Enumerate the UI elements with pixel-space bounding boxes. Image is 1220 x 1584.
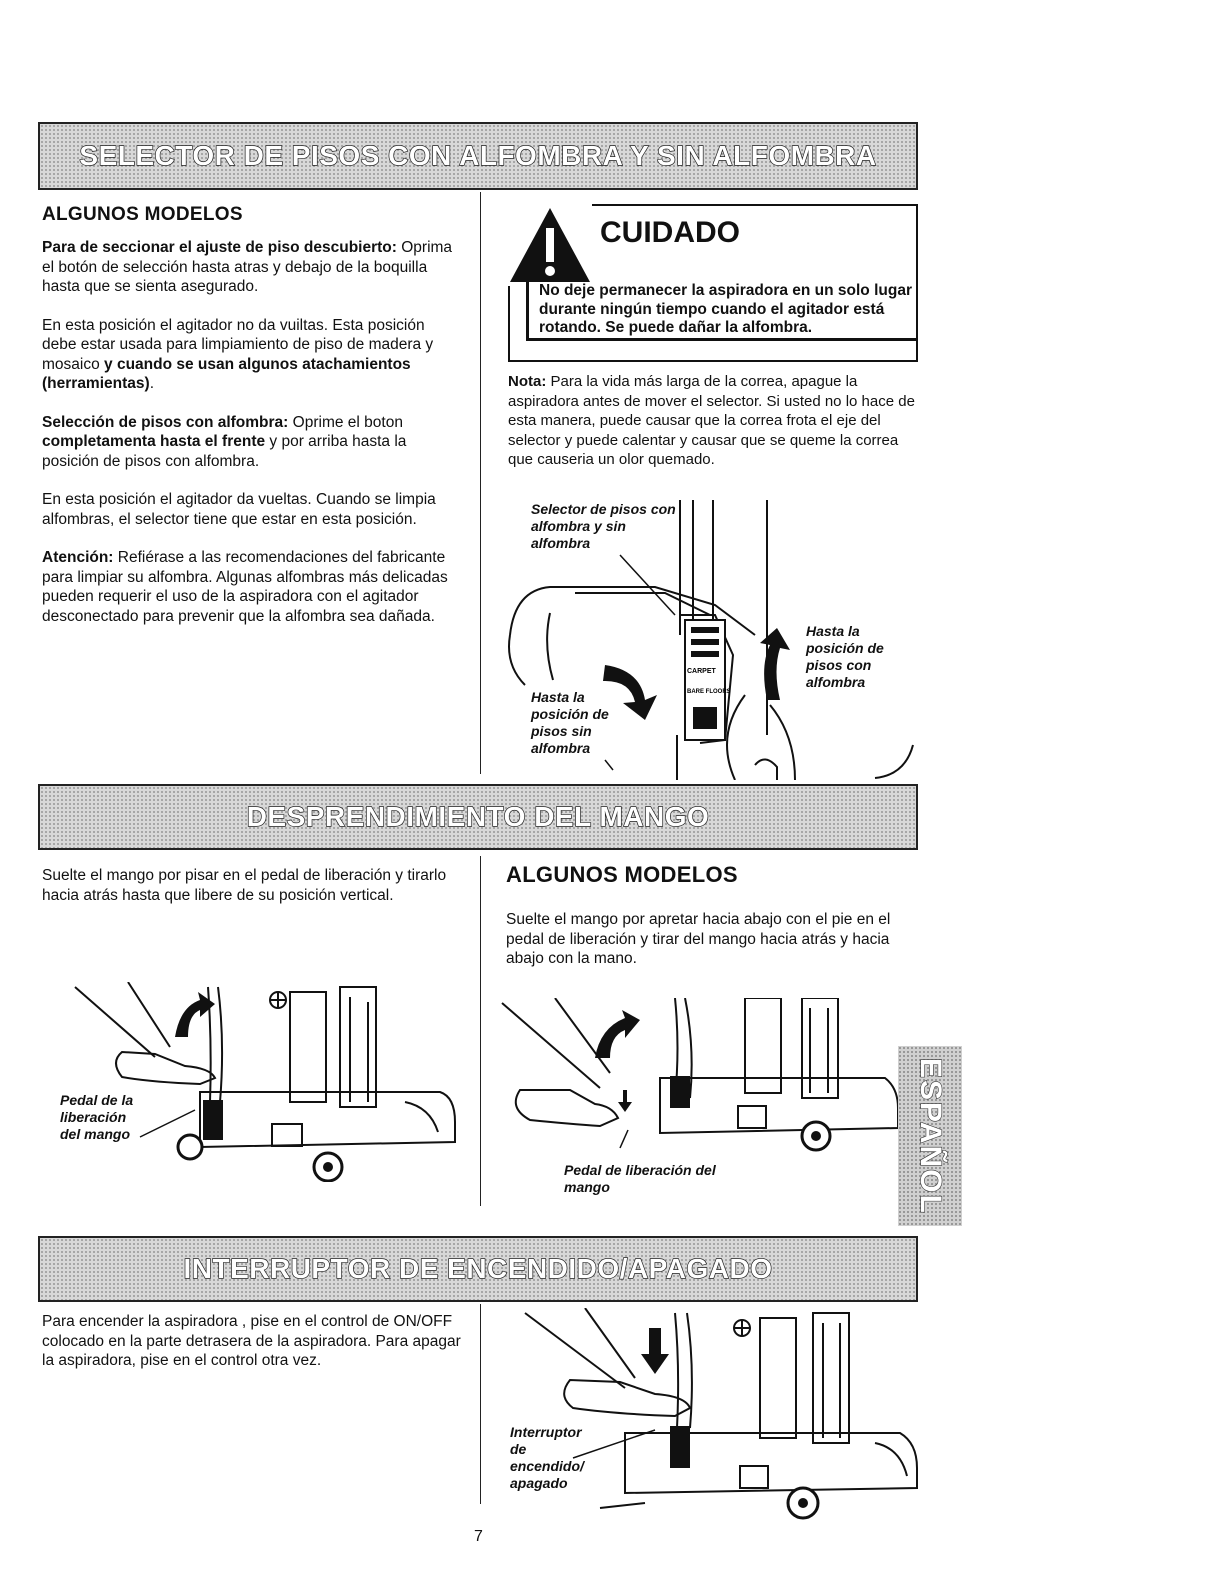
caption-handle-release-pedal: Pedal de la liberación del mango bbox=[60, 1092, 134, 1142]
handle-release-text: Suelte el mango por pisar en el pedal de liberación y tirarlo hacia atrás hasta que libere de su posición vertical. bbox=[42, 867, 447, 904]
paragraph-agitator-rotates: En esta posición el agitador da vueltas. Cuando se limpia alfombras, el selector tiene que estar en esta posición. bbox=[42, 491, 436, 528]
paragraph-text: En esta posición el agitador no da vuiltas. Esta posición debe estar usada para limpiamiento de piso de madera y mosaico bbox=[42, 316, 434, 373]
language-tab-label: ESPAÑOL bbox=[914, 1057, 947, 1215]
paragraph-text: Oprima el botón de selección hasta atras y debajo de la boquilla hasta que se sienta asegurado. bbox=[42, 239, 453, 295]
section-title: SELECTOR DE PISOS CON ALFOMBRA Y SIN ALFOMBRA bbox=[79, 140, 877, 171]
power-switch-illustration bbox=[505, 1308, 920, 1528]
arrow-curved-icon bbox=[595, 1010, 640, 1058]
belt-note bbox=[508, 372, 920, 470]
paragraph-bare-floor bbox=[42, 238, 462, 297]
paragraph-carpet-selection bbox=[42, 413, 462, 472]
bold-label: Atención: bbox=[42, 549, 114, 566]
bold-text: completamenta hasta el frente bbox=[42, 433, 266, 450]
section-title: DESPRENDIMIENTO DEL MANGO bbox=[246, 801, 710, 832]
bold-label: Selección de pisos con alfombra: bbox=[42, 413, 289, 431]
paragraph-attention bbox=[42, 548, 462, 626]
language-tab bbox=[898, 1046, 962, 1226]
bare-floors-label: BARE FLOORS bbox=[687, 689, 731, 695]
paragraph-text: Refiérase a las recomendaciones del fabricante para limpiar su alfombra. Algunas alfombras más delicadas pueden requerir el uso de la aspiradora con el agitador desconectado para prevenir que la alfombra sea dañada. bbox=[42, 549, 448, 625]
handle-release-illustration bbox=[60, 982, 460, 1182]
section-title: INTERRUPTOR DE ENCENDIDO/APAGADO bbox=[183, 1253, 773, 1284]
caution-title: CUIDADO bbox=[600, 216, 740, 249]
column-divider bbox=[480, 192, 481, 774]
caption-floor-selector: Selector de pisos con alfombra y sin alfombra bbox=[531, 501, 676, 551]
column-divider bbox=[480, 1304, 481, 1504]
handle-release-illustration-some-models bbox=[500, 998, 900, 1158]
paragraph-text: y por arriba hasta la posición de pisos con alfombra. bbox=[42, 433, 407, 470]
caution-box bbox=[508, 204, 918, 362]
caption-handle-release-pedal-right: Pedal de liberación del mango bbox=[564, 1162, 716, 1195]
caption-to-bare-floor: Hasta la posición de pisos sin alfombra bbox=[531, 689, 609, 756]
note-text: Para la vida más larga de la correa, apague la aspiradora antes de mover el selector. Si usted no lo hace de esta manera, puede causar que la correa frota el eje del selector y puede calentar y causar que se queme la correa que causeria un olor quemado. bbox=[508, 373, 915, 468]
subheading-some-models: ALGUNOS MODELOS bbox=[506, 862, 738, 887]
warning-triangle-icon bbox=[508, 204, 592, 286]
caption-to-carpet: Hasta la posición de pisos con alfombra bbox=[806, 623, 884, 690]
caption-power-switch: Interruptor de encendido/ apagado bbox=[510, 1424, 584, 1491]
handle-release-text-some-models: Suelte el mango por apretar hacia abajo con el pie en el pedal de liberación y tirar del mango hacia atrás y hacia abajo con la mano. bbox=[506, 911, 891, 967]
power-switch-text: Para encender la aspiradora , pise en el control de ON/OFF colocado en la parte detrasera de la aspiradora. Para apagar la aspiradora, pise en el control otra vez. bbox=[42, 1313, 461, 1369]
section-header-handle-release bbox=[38, 784, 918, 850]
floor-selector-instructions bbox=[42, 238, 462, 645]
note-label: Nota: bbox=[508, 373, 547, 390]
selector-slider bbox=[685, 620, 731, 740]
bold-label: Para de seccionar el ajuste de piso descubierto: bbox=[42, 239, 397, 256]
subheading-some-models: ALGUNOS MODELOS bbox=[42, 204, 243, 225]
section-header-power-switch bbox=[38, 1236, 918, 1302]
caution-message: No deje permanecer la aspiradora en un solo lugar durante ningún tiempo cuando el agitador está rotando. Se puede dañar la alfombra. bbox=[526, 282, 917, 341]
arrow-down-icon bbox=[641, 1328, 669, 1374]
arrow-up-icon bbox=[760, 628, 790, 700]
page-number: 7 bbox=[474, 1528, 483, 1545]
carpet-label: CARPET bbox=[687, 668, 716, 675]
bold-text: y cuando se usan algunos atachamientos (herramientas) bbox=[42, 355, 411, 392]
punctuation: . bbox=[149, 375, 154, 392]
section-header-floor-selector bbox=[38, 122, 918, 190]
paragraph-no-rotation bbox=[42, 316, 462, 394]
arrow-down-icon bbox=[618, 1090, 632, 1112]
column-divider bbox=[480, 856, 481, 1206]
paragraph-text: Oprime el boton bbox=[292, 413, 403, 431]
